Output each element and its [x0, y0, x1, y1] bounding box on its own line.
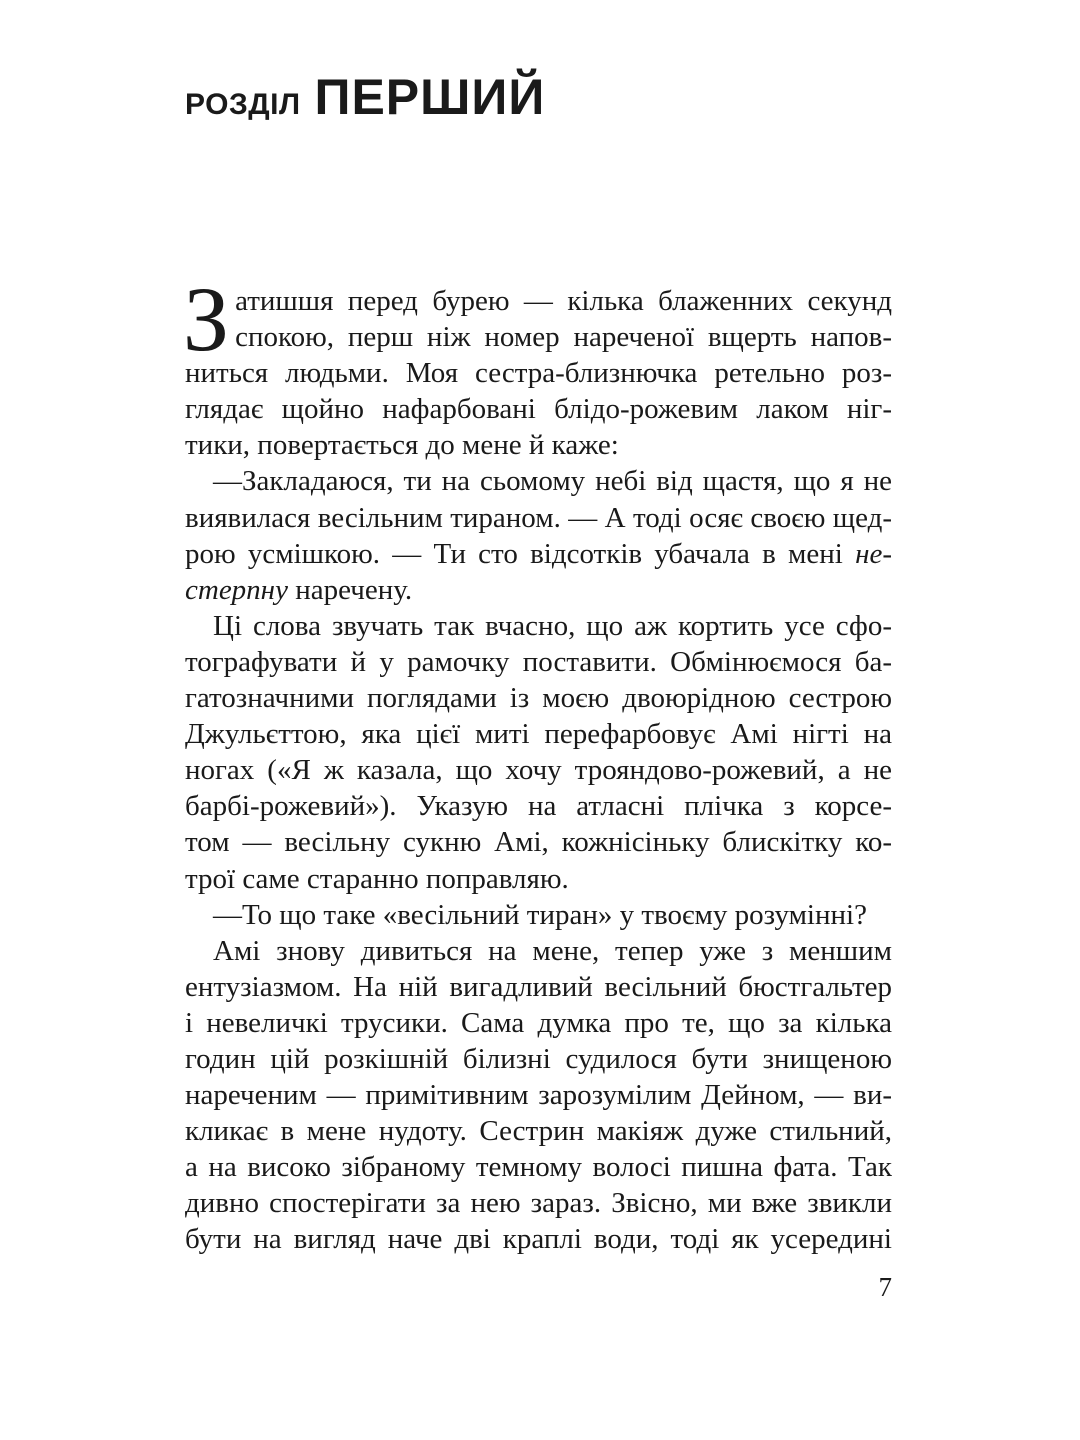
text-fragment: рою усмішкою. — Ти сто відсотків убачала в мені — [185, 537, 843, 570]
text-line: дивно спостерігати за нею зараз. Звісно, ми вже звикли — [185, 1187, 892, 1220]
italic-fragment: стерпну — [185, 573, 288, 606]
text-line: гатозначними поглядами із моєю двоюрідною сестрою — [185, 682, 892, 715]
text-line: ногах («Я ж казала, що хочу трояндово-рожевий, а не — [185, 754, 892, 787]
text-line: а на високо зібраному темному волосі пишна фата. Так — [185, 1151, 892, 1184]
text-line: годин цій розкішній білизні судилося бути знищеною — [185, 1042, 892, 1075]
text-line: —Закладаюся, ти на сьомому небі від щастя, що я не — [213, 465, 892, 498]
chapter-heading — [185, 69, 546, 125]
text-line: атишшя перед бурею — кілька блаженних секунд — [235, 285, 892, 317]
page-number: 7 — [878, 1272, 892, 1302]
text-line: том — весільну сукню Амі, кожнісіньку блискітку ко- — [185, 826, 892, 859]
text-line: Амі знову дивиться на мене, тепер уже з меншим — [213, 934, 892, 967]
text-line: трої саме старанно поправляю. — [185, 862, 569, 895]
italic-fragment: не- — [855, 537, 892, 570]
chapter-number: ПЕРШИЙ — [314, 69, 546, 125]
text-line — [185, 536, 892, 572]
text-line: Джульєттою, яка цієї миті перефарбовує Амі нігті на — [185, 718, 892, 751]
text-fragment: наречену. — [295, 573, 413, 606]
body-text — [183, 268, 892, 1258]
text-line: ентузіазмом. На ній вигадливий весільний бюстгальтер — [185, 970, 892, 1003]
text-line: кликає в мене нудоту. Сестрин макіяж дуже стильний, — [185, 1115, 892, 1148]
text-line: і невеличкі трусики. Сама думка про те, що за кілька — [185, 1006, 892, 1039]
text-line: ниться людьми. Моя сестра-близнючка ретельно роз- — [185, 357, 892, 390]
text-line: тики, повертається до мене й каже: — [185, 429, 619, 462]
text-line: бути на вигляд наче дві краплі води, тоді як усередині — [185, 1223, 892, 1256]
text-line: барбі-рожевий»). Указую на атласні плічка з корсе- — [185, 790, 892, 823]
chapter-label: РОЗДІЛ — [185, 88, 301, 121]
text-line: —То що таке «весільний тиран» у твоєму розумінні? — [213, 898, 867, 931]
text-line: спокою, перш ніж номер нареченої вщерть напов- — [235, 321, 892, 354]
text-line: тографувати й у рамочку поставити. Обмінюємося ба- — [185, 645, 892, 678]
text-line: нареченим — примітивним зарозумілим Дейном, — ви- — [185, 1079, 892, 1112]
text-line: виявилася весільним тираном. — А тоді осяє своєю щед- — [185, 501, 892, 534]
text-line: глядає щойно нафарбовані блідо-рожевим лаком ніг- — [185, 393, 892, 426]
text-line — [185, 572, 892, 608]
drop-cap: З — [183, 268, 230, 370]
text-line: Ці слова звучать так вчасно, що аж кортить усе сфо- — [213, 609, 892, 642]
